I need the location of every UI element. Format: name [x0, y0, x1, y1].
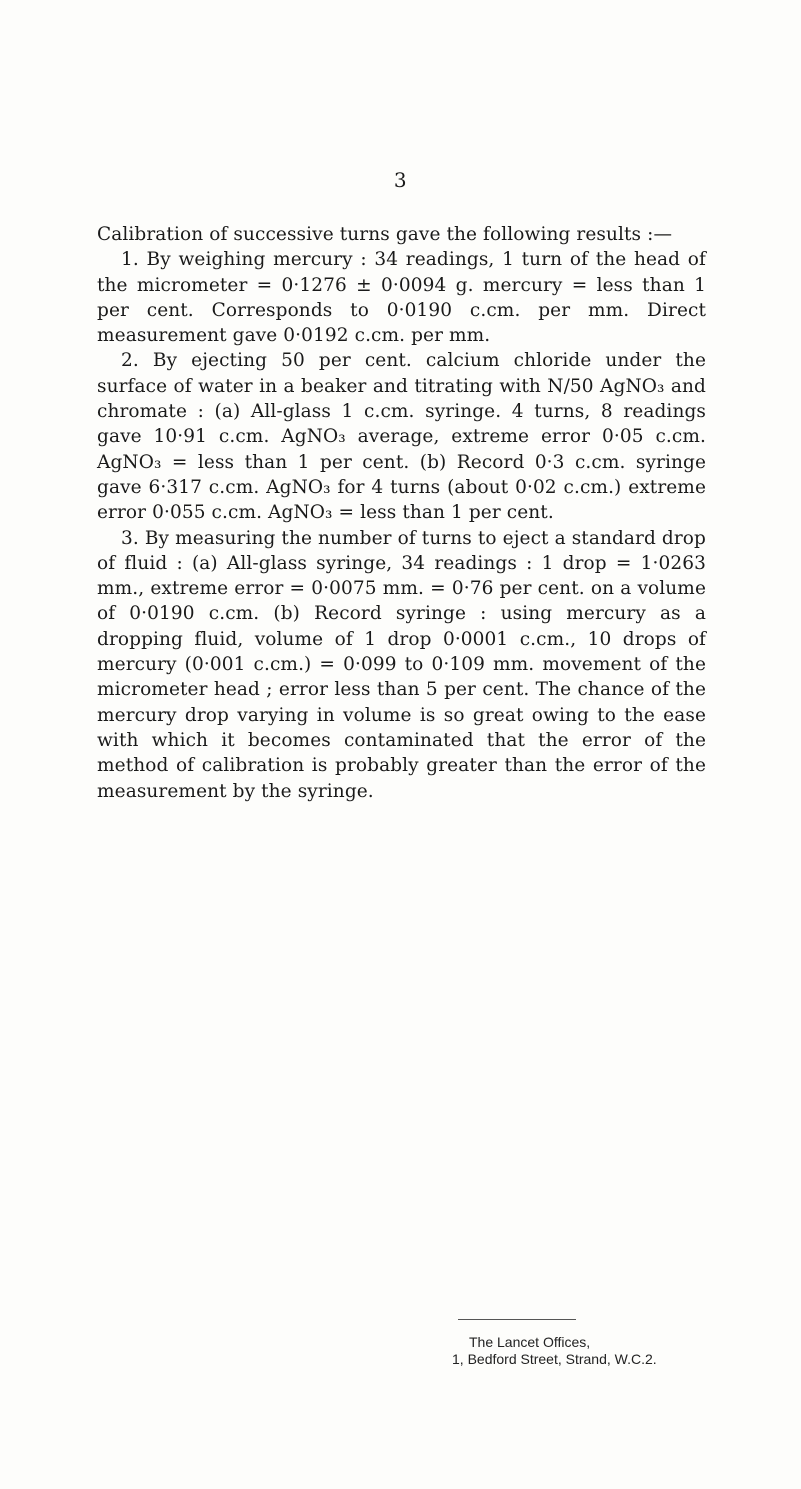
intro-paragraph: Calibration of successive turns gave the following results :—	[97, 224, 673, 245]
calibration-item-2: 2. By ejecting 50 per cent. calcium chloride under the surface of water in a beaker and titrating with N/50 AgNO₃ and chromate : (a) All-glass 1 c.cm. syringe. 4 turns, 8 readings gave 10·91 c.cm. AgNO₃ average, extreme error 0·05 c.cm. AgNO₃ = less than 1 per cent. (b) Record 0·3 c.cm. syringe gave 6·317 c.cm. AgNO₃ for 4 turns (about 0·02 c.cm.) extreme error 0·055 c.cm. AgNO₃ = less than 1 per cent.	[97, 350, 706, 524]
publisher-name: The Lancet Offices,	[469, 1334, 591, 1350]
body-text	[97, 222, 706, 804]
calibration-item-1: 1. By weighing mercury : 34 readings, 1 turn of the head of the micrometer = 0·1276 ± 0·0094 g. mercury = less than 1 per cent. Corresponds to 0·0190 c.cm. per mm. Direct measurement gave 0·0192 c.cm. per mm.	[97, 249, 706, 347]
page-number: 3	[393, 168, 408, 192]
footer-divider	[458, 1319, 576, 1320]
publisher-address	[452, 1334, 657, 1368]
calibration-item-3: 3. By measuring the number of turns to eject a standard drop of fluid : (a) All-glass syringe, 34 readings : 1 drop = 1·0263 mm., extreme error = 0·0075 mm. = 0·76 per cent. on a volume of 0·0190 c.cm. (b) Record syringe : using mercury as a dropping fluid, volume of 1 drop 0·0001 c.cm., 10 drops of mercury (0·001 c.cm.) = 0·099 to 0·109 mm. movement of the micrometer head ; error less than 5 per cent. The chance of the mercury drop varying in volume is so great owing to the ease with which it becomes contaminated that the error of the method of calibration is probably greater than the error of the measurement by the syringe.	[97, 527, 706, 802]
publisher-street: 1, Bedford Street, Strand, W.C.2.	[452, 1351, 657, 1367]
